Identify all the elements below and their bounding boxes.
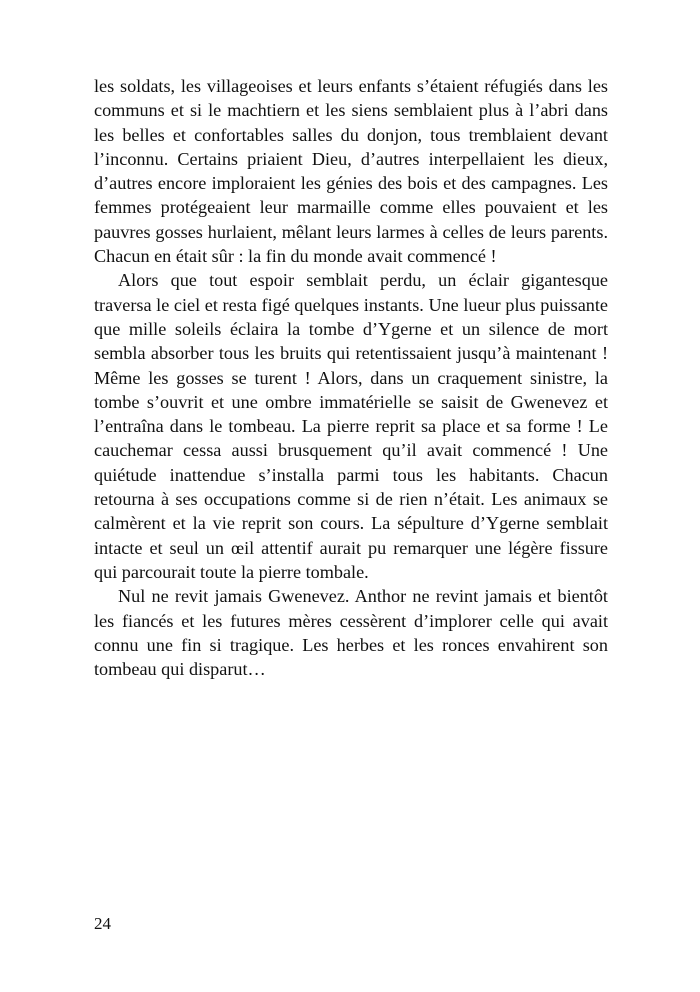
paragraph-3: Nul ne revit jamais Gwenevez. Anthor ne revint jamais et bientôt les fiancés et les futures mères cessèrent d’implorer celle qui avait connu une fin si tragique. Les herbes et les ronces envahirent son tombeau qui disparut… (94, 586, 608, 680)
paragraph-2: Alors que tout espoir semblait perdu, un éclair gigantesque traversa le ciel et resta figé quelques instants. Une lueur plus puissante que mille soleils éclaira la tombe d’Ygerne et un silence de mort sembla absorber tous les bruits qui retentissaient jusqu’à maintenant ! Même les gosses se turent ! Alors, dans un craquement sinistre, la tombe s’ouvrit et une ombre immatérielle se saisit de Gwenevez et l’entraîna dans le tombeau. La pierre reprit sa place et sa forme ! Le cauchemar cessa aussi brusquement qu’il avait commencé ! Une quiétude inattendue s’installa parmi tous les habitants. Chacun retourna à ses occupations comme si de rien n’était. Les animaux se calmèrent et la vie reprit son cours. La sépulture d’Ygerne semblait intacte et seul un œil attentif aurait pu remarquer une légère fissure qui parcourait toute la pierre tombale. (94, 270, 608, 582)
page-body (94, 74, 608, 681)
paragraph-1: les soldats, les villageoises et leurs enfants s’étaient réfugiés dans les communs et si le machtiern et les siens semblaient plus à l’abri dans les belles et confortables salles du donjon, tous tremblaient devant l’inconnu. Certains priaient Dieu, d’autres interpellaient les dieux, d’autres encore imploraient les génies des bois et des campagnes. Les femmes protégeaient leur marmaille comme elles pouvaient et les pauvres gosses hurlaient, mêlant leurs larmes à celles de leurs parents. Chacun en était sûr : la fin du monde avait commencé ! (94, 76, 608, 267)
page-number: 24 (94, 914, 111, 933)
